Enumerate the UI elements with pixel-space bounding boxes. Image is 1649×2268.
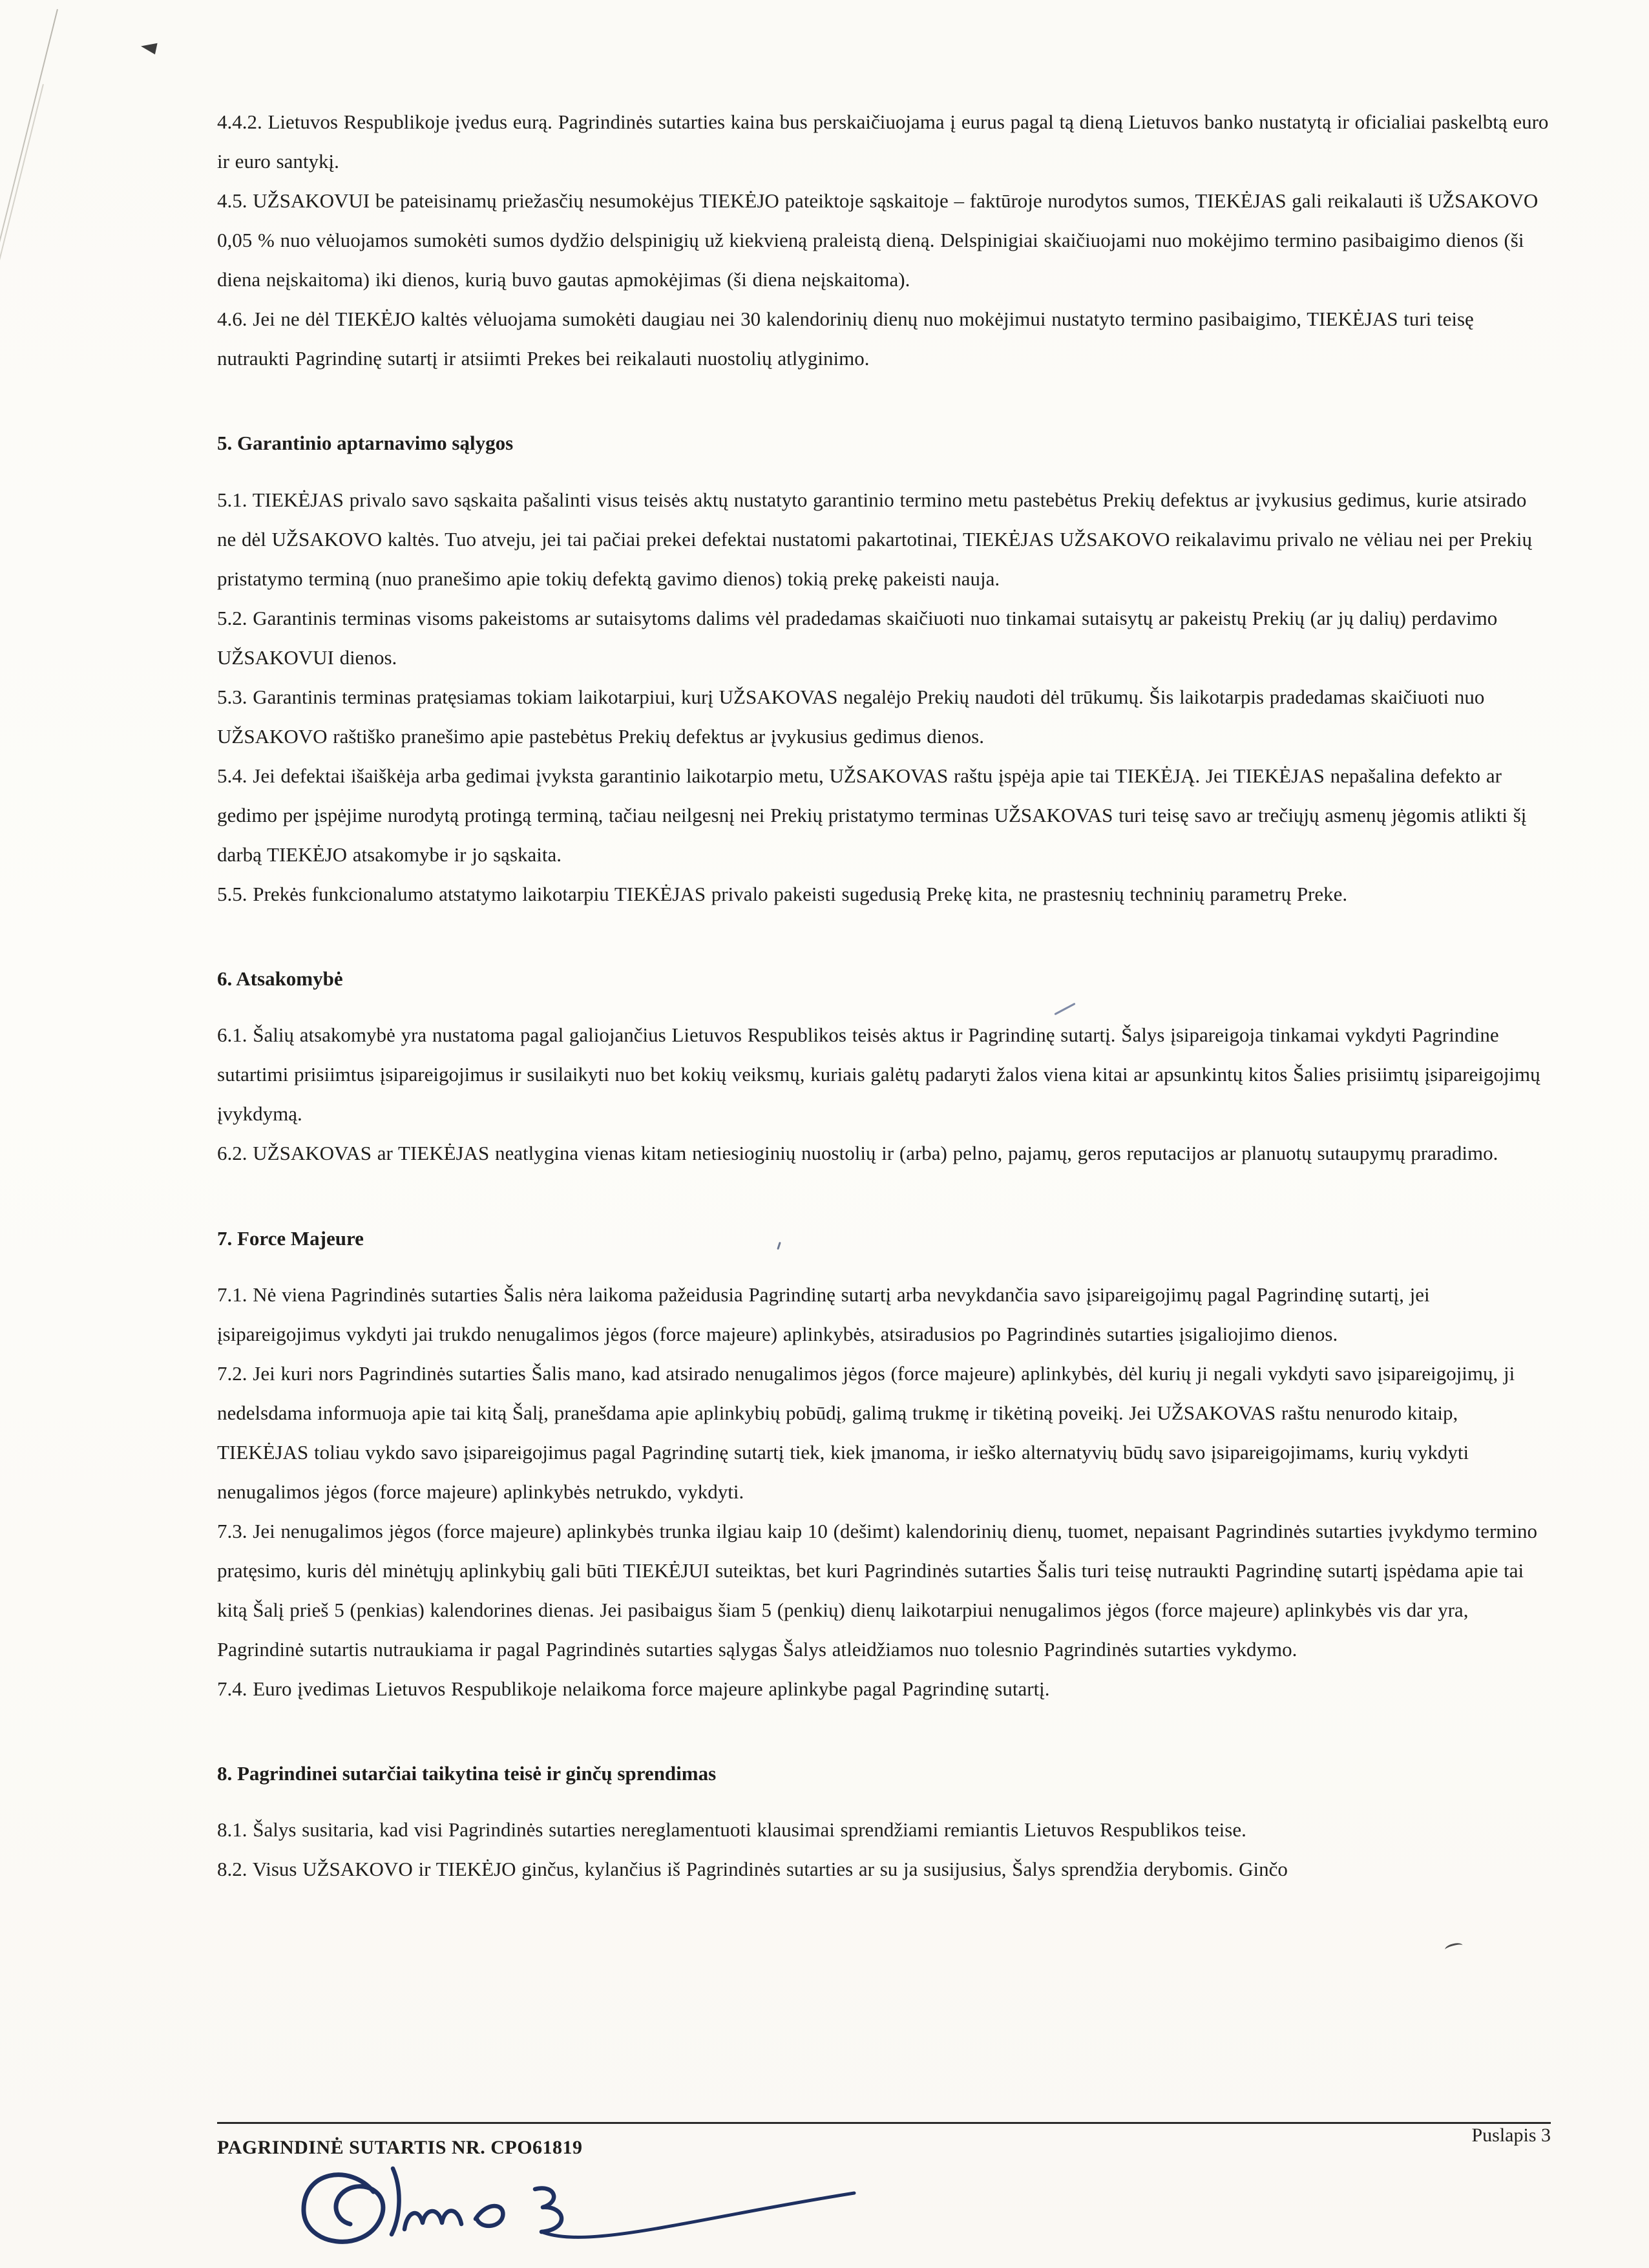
clause-5-3: 5.3. Garantinis terminas pratęsiamas tokiam laikotarpiui, kurį UŽSAKOVAS negalėjo Prekių naudoti dėl trūkumų. Šis laikotarpis pradedamas skaičiuoti nuo UŽSAKOVO raštiško pranešimo apie pastebėtus Prekių defektus ar įvykusius gedimus dienos.	[217, 685, 1485, 748]
clause-4-4-2: 4.4.2. Lietuvos Respublikoje įvedus eurą. Pagrindinės sutarties kaina bus perskaičiuojama į eurus pagal tą dieną Lietuvos banko nustatytą ir oficialiai paskelbtą euro ir euro santykį.	[217, 110, 1549, 173]
clause-5-5: 5.5. Prekės funkcionalumo atstatymo laikotarpiu TIEKĖJAS privalo pakeisti sugedusią Prekę kita, ne prastesnių techninių parametrų Preke.	[217, 883, 1348, 906]
scan-fold-line	[0, 9, 58, 423]
printer-arrow-mark	[140, 40, 157, 55]
clause-5-2: 5.2. Garantinis terminas visoms pakeistoms ar sutaisytoms dalims vėl pradedamas skaičiuoti nuo tinkamai sutaisytų ar pakeistų Prekių (ar jų dalių) perdavimo UŽSAKOVUI dienos.	[217, 606, 1498, 669]
clause-7-1: 7.1. Nė viena Pagrindinės sutarties Šalis nėra laikoma pažeidusia Pagrindinę sutartį arba nevykdančia savo įsipareigojimų pagal Pagrindinę sutartį, jei įsipareigojimus vykdyti jai trukdo nenugalimos jėgos (force majeure) aplinkybės, atsiradusios po Pagrindinės sutarties įsigaliojimo dienos.	[217, 1283, 1430, 1345]
section-heading-7: 7. Force Majeure	[217, 1226, 364, 1250]
footer-page-number: Puslapis 3	[1471, 2125, 1551, 2146]
clause-6-1: 6.1. Šalių atsakomybė yra nustatoma pagal galiojančius Lietuvos Respublikos teisės aktus ir Pagrindinę sutartį. Šalys įsipareigoja tinkamai vykdyti Pagrindine sutartimi prisiimtus įsipareigojimus ir susilaikyti nuo bet kokių veiksmų, kuriais galėtų padaryti žalos viena kitai ar apsunkintų kitos Šalies prisiimtų įsipareigojimų įvykdymą.	[217, 1024, 1540, 1126]
footer-contract-number: PAGRINDINĖ SUTARTIS NR. CPO61819	[217, 2137, 583, 2158]
clause-8-2: 8.2. Visus UŽSAKOVO ir TIEKĖJO ginčus, kylančius iš Pagrindinės sutarties ar su ja susijusius, Šalys sprendžia derybomis. Ginčo	[217, 1858, 1288, 1881]
contract-body	[217, 102, 1549, 1889]
signature-flourish	[535, 2189, 562, 2232]
signature-svg	[278, 2152, 859, 2268]
clause-5-1: 5.1. TIEKĖJAS privalo savo sąskaita pašalinti visus teisės aktų nustatyto garantinio termino metu pastebėtus Prekių defektus ar įvykusius gedimus, kurie atsirado ne dėl UŽSAKOVO kaltės. Tuo atveju, jei tai pačiai prekei defektai nustatomi pakartotinai, TIEKĖJAS UŽSAKOVO reikalavimu privalo ne vėliau nei per Prekių pristatymo terminą (nuo pranešimo apie tokių defektą gavimo dienos) tokią prekę pakeisti nauja.	[217, 488, 1532, 590]
scan-fold-line-secondary	[0, 84, 44, 379]
section-heading-5: 5. Garantinio aptarnavimo sąlygos	[217, 432, 514, 455]
clause-7-2: 7.2. Jei kuri nors Pagrindinės sutarties Šalis mano, kad atsirado nenugalimos jėgos (force majeure) aplinkybės, dėl kurių ji negali vykdyti savo įsipareigojimų, ji nedelsdama informuoja apie tai kitą Šalį, pranešdama apie aplinkybių pobūdį, galimą trukmę ir tikėtiną poveikį. Jei UŽSAKOVAS raštu nenurodo kitaip, TIEKĖJAS toliau vykdo savo įsipareigojimus pagal Pagrindinę sutartį tiek, kiek įmanoma, ir ieško alternatyvių būdų savo įsipareigojimams, kurių vykdyti nenugalimos jėgos (force majeure) aplinkybės netrukdo, vykdyti.	[217, 1361, 1515, 1503]
signature-tail	[541, 2193, 854, 2237]
footer-rule	[217, 2122, 1551, 2124]
clause-6-2: 6.2. UŽSAKOVAS ar TIEKĖJAS neatlygina vienas kitam netiesioginių nuostolių ir (arba) pelno, pajamų, geros reputacijos ar planuotų sutaupymų praradimo.	[217, 1142, 1498, 1165]
section-heading-6: 6. Atsakomybė	[217, 967, 343, 991]
signature-handwriting	[278, 2152, 859, 2268]
signature-oval	[476, 2206, 503, 2226]
clause-4-6: 4.6. Jei ne dėl TIEKĖJO kaltės vėluojama sumokėti daugiau nei 30 kalendorinių dienų nuo mokėjimui nustatyto termino pasibaigimo, TIEKĖJAS turi teisę nutraukti Pagrindinę sutartį ir atsiimti Prekes bei reikalauti nuostolių atlyginimo.	[217, 308, 1474, 370]
clause-4-5: 4.5. UŽSAKOVUI be pateisinamų priežasčių nesumokėjus TIEKĖJO pateiktoje sąskaitoje – faktūroje nurodytos sumos, TIEKĖJAS gali reikalauti iš UŽSAKOVO 0,05 % nuo vėluojamos sumokėti sumos dydžio delspinigių už kiekvieną praleistą dieną. Delspinigiai skaičiuojami nuo mokėjimo termino pasibaigimo dienos (ši diena neįskaitoma) iki dienos, kurią buvo gautas apmokėjimas (ši diena neįskaitoma).	[217, 189, 1539, 291]
clause-8-1: 8.1. Šalys susitaria, kad visi Pagrindinės sutarties nereglamentuoti klausimai sprendžiami remiantis Lietuvos Respublikos teise.	[217, 1818, 1246, 1842]
signature-loop	[304, 2175, 383, 2242]
signature-stem	[392, 2168, 399, 2234]
signature-humps	[404, 2211, 461, 2230]
clause-7-3: 7.3. Jei nenugalimos jėgos (force majeure) aplinkybės trunka ilgiau kaip 10 (dešimt) kalendorinių dienų, tuomet, nepaisant Pagrindinės sutarties įvykdymo termino pratęsimo, kuris dėl minėtųjų aplinkybių gali būti TIEKĖJUI suteiktas, bet kuri Pagrindinės sutarties Šalis turi teisę nutraukti Pagrindinę sutartį įspėdama apie tai kitą Šalį prieš 5 (penkias) kalendorines dienas. Jei pasibaigus šiam 5 (penkių) dienų laikotarpiui nenugalimos jėgos (force majeure) aplinkybės vis dar yra, Pagrindinė sutartis nutraukiama ir pagal Pagrindinės sutarties sąlygas Šalys atleidžiamos nuo tolesnio Pagrindinės sutarties vykdymo.	[217, 1519, 1538, 1661]
clause-5-4: 5.4. Jei defektai išaiškėja arba gedimai įvyksta garantinio laikotarpio metu, UŽSAKOVAS raštu įspėja apie tai TIEKĖJĄ. Jei TIEKĖJAS nepašalina defekto ar gedimo per įspėjime nurodytą protingą terminą, tačiau neilgesnį nei Prekių pristatymo terminas UŽSAKOVAS turi teisę savo ar trečiųjų asmenų jėgomis atlikti šį darbą TIEKĖJO atsakomybe ir jo sąskaita.	[217, 764, 1527, 866]
clause-7-4: 7.4. Euro įvedimas Lietuvos Respublikoje nelaikoma force majeure aplinkybe pagal Pagrindinę sutartį.	[217, 1677, 1050, 1701]
section-heading-8: 8. Pagrindinei sutarčiai taikytina teisė ir ginčų sprendimas	[217, 1762, 717, 1785]
pencil-tick-mark	[1444, 1942, 1464, 1953]
